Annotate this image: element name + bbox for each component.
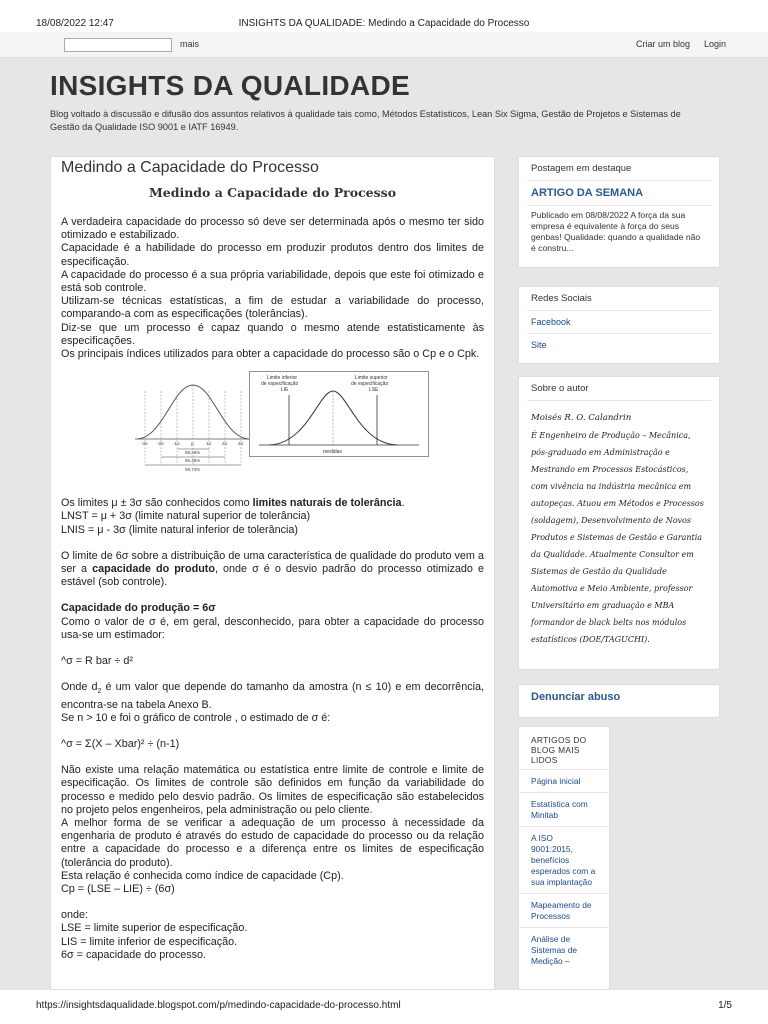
six-sigma-text-end: , onde σ é o desvio padrão do processo otimizado e estável (sob controle). xyxy=(61,563,484,589)
lis-definition: LIS = limite inferior de especificação. xyxy=(61,935,238,948)
social-widget xyxy=(518,286,720,364)
intro-paragraph: Diz-se que um processo é capaz quando o mesmo atende estatisticamente às especificações. xyxy=(61,321,484,347)
svg-text:1σ: 1σ xyxy=(206,441,212,447)
popular-heading: ARTIGOS DO BLOG MAIS LIDOS xyxy=(531,735,587,765)
site-link[interactable]: Site xyxy=(531,340,547,350)
d2-text-end: é um valor que depende do tamanho da amostra (n ≤ 10) e em decorrência, encontra-se na tabela Anexo B. xyxy=(61,681,484,711)
cp-known-paragraph: Esta relação é conhecida como índice de capacidade (Cp). xyxy=(61,869,344,882)
report-abuse-widget xyxy=(518,684,720,718)
better-way-paragraph: A melhor forma de se verificar a adequação de um processo à necessidade da engenharia de produto é através do estudo de capacidade do processo ou da relação entre a capacidade do processo e a diferença entre os limites de especificação (tolerância do produto). xyxy=(61,817,484,869)
formula-sigma-rbar: ^σ = R bar ÷ d² xyxy=(61,655,133,668)
six-sigma-text: O limite de 6σ sobre a distribuição de uma característica de qualidade do produto vem a ser a xyxy=(61,549,484,576)
print-datetime: 18/08/2022 12:47 xyxy=(36,18,114,29)
capacity-paragraph: Como o valor de σ é, em geral, desconhecido, para obter a capacidade do processo usa-se um estimador: xyxy=(61,615,484,641)
blog-description: Blog voltado à discussão e difusão dos assuntos relativos à qualidade tais como, Métodos Estatísticos, Lean Six Sigma, Gestão de Projetos e Sistemas de Gestão da Qualidade ISO 9001 e IATF 16949. xyxy=(50,109,681,132)
natural-limits-end: . xyxy=(401,497,405,510)
popular-posts-widget xyxy=(518,726,610,990)
post-body xyxy=(50,156,495,990)
post-title: Medindo a Capacidade do Processo xyxy=(61,159,319,176)
author-name: Moisés R. O. Calandrin xyxy=(531,413,632,423)
svg-text:-1σ: -1σ xyxy=(173,441,180,447)
cp-formula: Cp = (LSE – LIE) ÷ (6σ) xyxy=(61,883,175,896)
intro-paragraph: Os principais índices utilizados para obter a capacidade do processo são o Cp e o Cpk. xyxy=(61,348,480,361)
login-link[interactable]: Login xyxy=(704,39,727,49)
facebook-link[interactable]: Facebook xyxy=(531,317,571,327)
d2-text: Onde d xyxy=(61,681,98,694)
normal-curve-sigma-figure xyxy=(133,381,253,473)
print-title: INSIGHTS DA QUALIDADE: Medindo a Capacidade do Processo xyxy=(238,18,530,29)
about-author-widget xyxy=(518,376,720,670)
where-label: onde: xyxy=(61,909,89,922)
pct-68: 68,26% xyxy=(185,450,201,456)
popular-item[interactable]: Mapeamento de Processos xyxy=(519,893,609,927)
lnis-line: LNIS = μ - 3σ (limite natural inferior de tolerância) xyxy=(61,523,299,536)
lie-label: Limite inferior de especificação LIE xyxy=(261,375,299,394)
author-bio: É Engenheiro de Produção – Mecânica, pós-graduado em Administração e Mestrando em Processos Estocásticos, com vivência na indústria mecânica em autopeças. Atuou em Métodos e Processos (soldagem), Desenvolvimento de Novos Produtos e Sistemas de Gestão e Garantia da Qualidade. Atualmente Consultor em Sistemas de Gestão da Qualidade Automotiva e Meio Ambiente, professor Universitário em graduação e MBA formandor de black belts nos módulos estatísticos (DOE/TAGUCHI). xyxy=(531,431,704,644)
six-sigma-definition: 6σ = capacidade do processo. xyxy=(61,948,207,961)
svg-text:3σ: 3σ xyxy=(238,441,244,447)
intro-paragraph: A capacidade do processo é a sua própria variabilidade, depois que este foi otimizado e está sob controle. xyxy=(61,268,484,295)
featured-post-widget xyxy=(518,156,720,268)
formula-sigma-sum: ^σ = Σ(X – Xbar)² ÷ (n-1) xyxy=(61,738,180,751)
svg-text:2σ: 2σ xyxy=(222,441,228,447)
svg-text:μ: μ xyxy=(191,441,194,447)
svg-text:-3σ: -3σ xyxy=(141,441,148,447)
about-heading: Sobre o autor xyxy=(531,383,589,394)
intro-paragraph: A verdadeira capacidade do processo só deve ser determinada após o mesmo ter sido otimizado e estabilizado. xyxy=(61,216,484,242)
intro-paragraph: Capacidade é a habilidade do processo em produzir produtos dentro dos limites de especificação. xyxy=(61,242,484,268)
print-footer xyxy=(0,990,768,1024)
natural-limits-text: Os limites μ ± 3σ são conhecidos como xyxy=(61,497,253,510)
product-capability-bold: capacidade do produto xyxy=(92,563,215,576)
blogger-navbar xyxy=(0,32,768,58)
popular-item[interactable]: Página inicial xyxy=(519,769,609,792)
print-page-number: 1/5 xyxy=(718,1000,732,1011)
search-input[interactable] xyxy=(64,38,172,52)
report-abuse-link[interactable]: Denunciar abuso xyxy=(531,691,621,703)
create-blog-link[interactable]: Criar um blog xyxy=(636,39,691,49)
more-link[interactable]: mais xyxy=(180,39,200,49)
capacity-heading xyxy=(61,602,484,615)
d2-paragraph xyxy=(61,681,484,712)
pct-99: 99,73% xyxy=(185,467,201,473)
lse-label: Limite superior de especificação LSE xyxy=(351,375,389,394)
pct-95: 95,46% xyxy=(185,458,201,464)
featured-article-link[interactable]: ARTIGO DA SEMANA xyxy=(531,187,644,199)
popular-item[interactable]: Análise de Sistemas de Medição – xyxy=(519,927,609,972)
print-url: https://insightsdaqualidade.blogspot.com/p/medindo-capacidade-do-processo.html xyxy=(36,1000,401,1011)
natural-limits-paragraph xyxy=(61,497,484,510)
six-sigma-paragraph xyxy=(61,550,484,590)
d2-subscript: 2 xyxy=(97,688,102,696)
capacity-heading-bold: Capacidade do produção = 6σ xyxy=(61,602,216,615)
post-subtitle: Medindo a Capacidade do Processo xyxy=(148,185,397,200)
intro-paragraph: Utilizam-se técnicas estatísticas, a fim de estudar a variabilidade do processo, comparando-a com as especificações (tolerâncias). xyxy=(61,295,484,321)
n-paragraph: Se n > 10 e foi o gráfico de controle , o estimado de σ é: xyxy=(61,711,331,724)
social-heading: Redes Sociais xyxy=(531,293,592,304)
featured-snippet: Publicado em 08/08/2022 A força da sua empresa é equivalente à força do seus genbas! Qualidade: quando a qualidade não é constru... xyxy=(531,210,701,253)
popular-item[interactable]: Estatística com Minitab xyxy=(519,792,609,826)
popular-item[interactable]: A ISO 9001:2015, benefícios esperados com a sua implantação xyxy=(519,826,609,893)
measures-axis-label: medidas xyxy=(323,449,342,456)
lnst-line: LNST = μ + 3σ (limite natural superior de tolerância) xyxy=(61,510,311,523)
distribution-figures xyxy=(61,367,484,491)
relation-paragraph: Não existe uma relação matemática ou estatística entre limite de controle e limite de especificação. Os limites de controle são definidos em função da variabilidade do processo e medido pelo desvio padrão. Os limites de especificação são estabelecidos no projeto pelos engenheiros, pela administração ou pelo cliente. xyxy=(61,764,484,816)
blog-header xyxy=(0,58,768,148)
natural-limits-bold: limites naturais de tolerância xyxy=(252,497,402,510)
featured-heading: Postagem em destaque xyxy=(531,163,632,174)
svg-text:-2σ: -2σ xyxy=(157,441,164,447)
blog-title[interactable]: INSIGHTS DA QUALIDADE xyxy=(50,70,410,101)
spec-limits-figure xyxy=(249,371,429,457)
lse-definition: LSE = limite superior de especificação. xyxy=(61,922,248,935)
